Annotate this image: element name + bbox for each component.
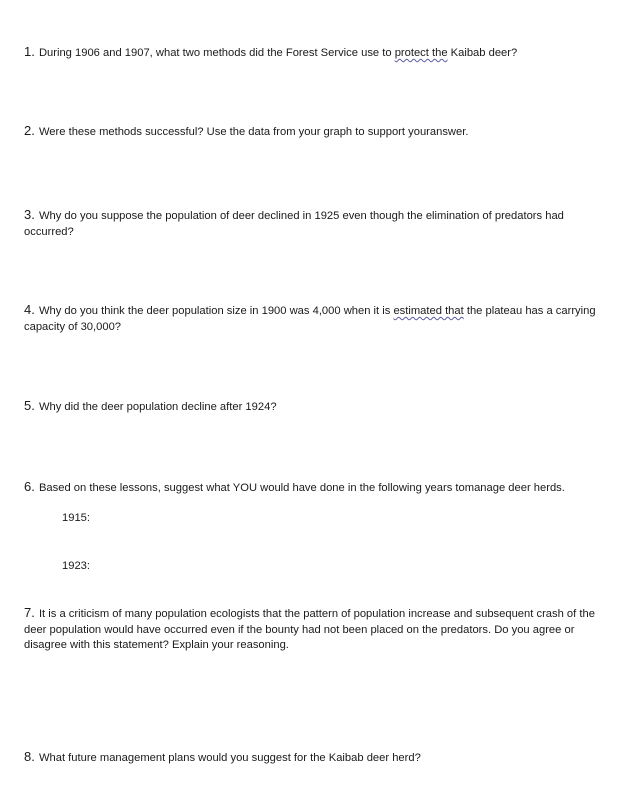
question-number: 6. xyxy=(24,479,35,494)
question-text: What future management plans would you suggest for the Kaibab deer herd? xyxy=(38,752,421,764)
question-1 xyxy=(24,44,599,62)
question-3 xyxy=(24,207,599,240)
question-number: 1. xyxy=(24,44,35,59)
year-label-1915: 1915: xyxy=(62,512,90,524)
question-number: 8. xyxy=(24,749,35,764)
question-number: 2. xyxy=(24,123,35,138)
question-text: Why did the deer population decline after 1924? xyxy=(38,401,277,413)
year-label-1923: 1923: xyxy=(62,560,90,572)
question-text: It is a criticism of many population ecologists that the pattern of population increase and subsequent crash of the deer population would have occurred even if the bounty had not been placed on the predators. Do you agree or disagree with this statement? Explain your reasoning. xyxy=(24,608,595,651)
question-8 xyxy=(24,749,599,767)
question-text: Were these methods successful? Use the data from your graph to support youranswer. xyxy=(38,126,469,138)
question-2 xyxy=(24,123,599,141)
question-text: Why do you suppose the population of deer declined in 1925 even though the elimination of predators had occurred? xyxy=(24,210,564,238)
question-text: Why do you think the deer population size in 1900 was 4,000 when it is xyxy=(38,305,394,317)
question-text-end: Kaibab deer? xyxy=(447,47,518,59)
question-4 xyxy=(24,302,599,335)
question-text-end: the plateau has a carrying capacity of 30,000? xyxy=(24,305,596,333)
question-number: 3. xyxy=(24,207,35,222)
question-5 xyxy=(24,398,599,416)
question-6 xyxy=(24,479,599,497)
question-text: Based on these lessons, suggest what YOU would have done in the following years tomanage deer herds. xyxy=(38,482,565,494)
spellcheck-flagged-text[interactable]: estimated that xyxy=(393,305,464,317)
spellcheck-flagged-text[interactable]: protect the xyxy=(394,47,448,59)
question-text: During 1906 and 1907, what two methods did the Forest Service use to xyxy=(38,47,395,59)
question-number: 5. xyxy=(24,398,35,413)
question-number: 7. xyxy=(24,605,35,620)
question-7 xyxy=(24,605,599,654)
question-number: 4. xyxy=(24,302,35,317)
